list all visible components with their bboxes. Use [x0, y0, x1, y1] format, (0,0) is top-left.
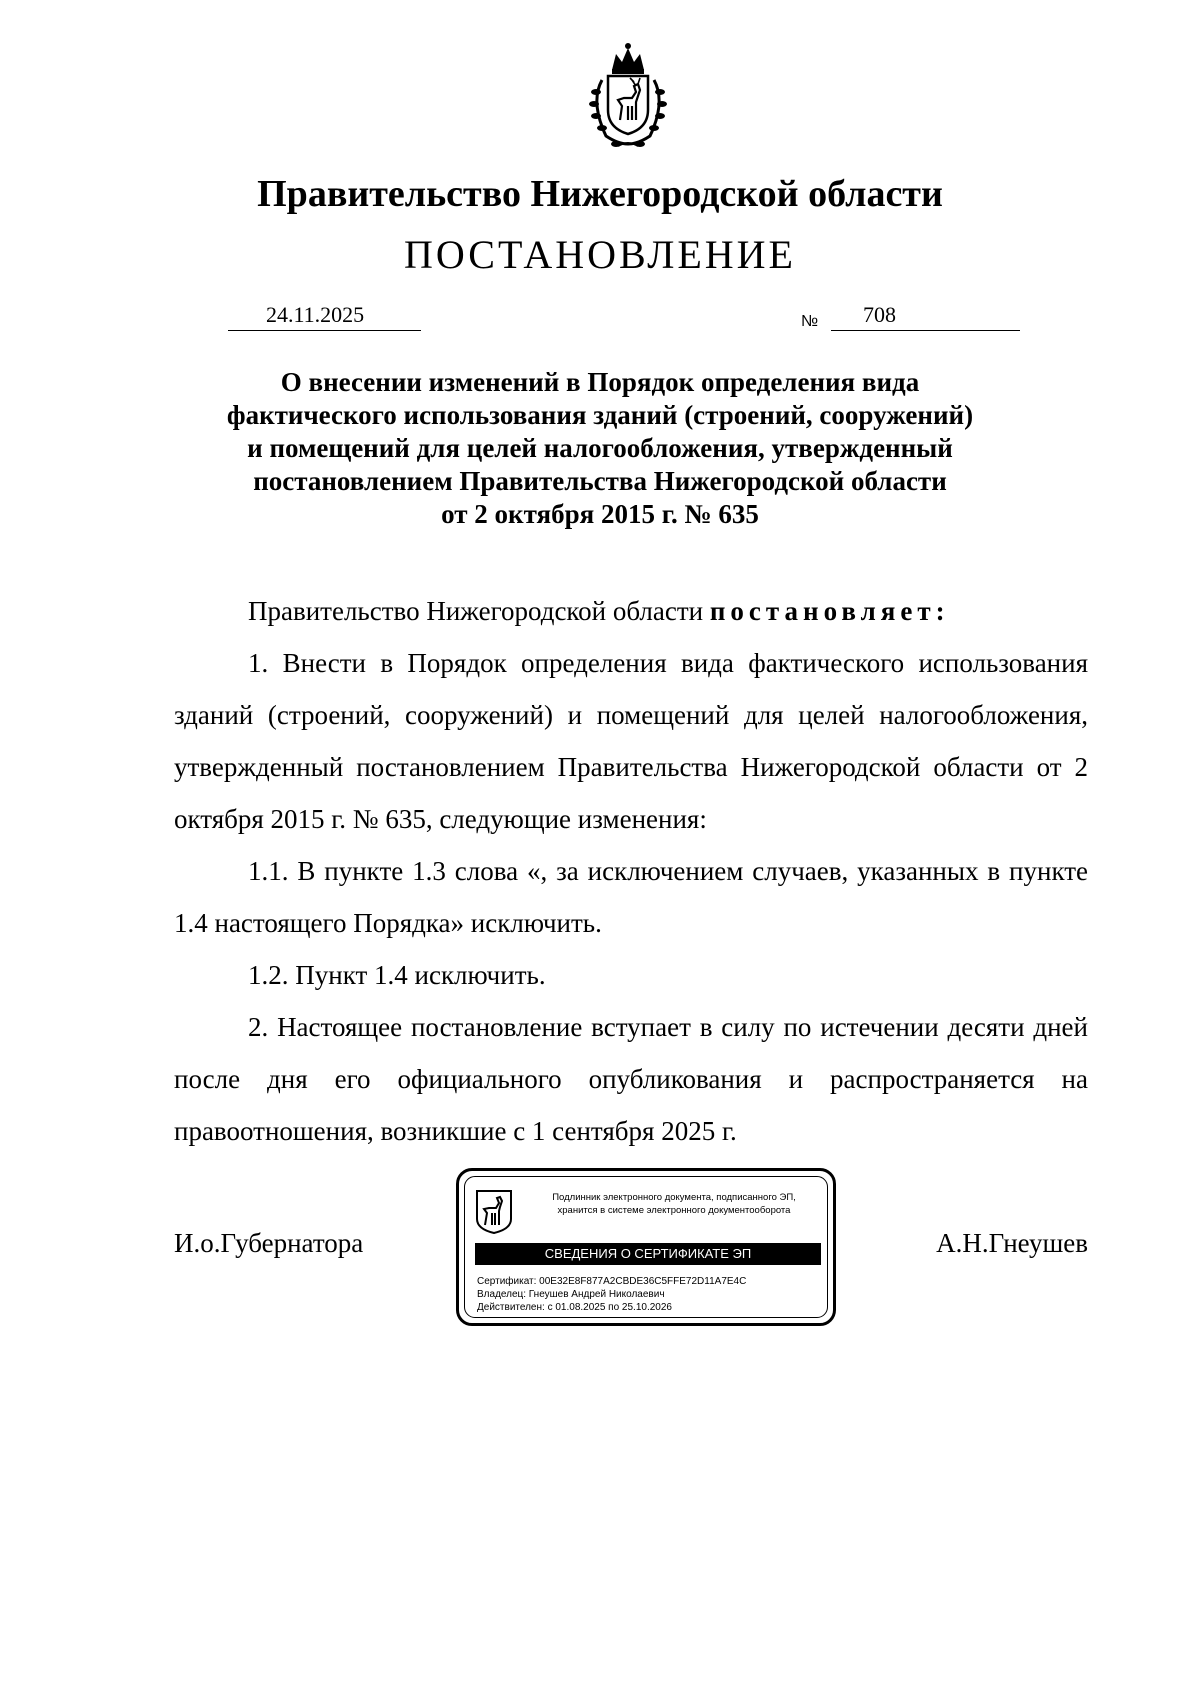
paragraph-1-2: 1.2. Пункт 1.4 исключить. [248, 960, 546, 990]
certificate-id: Сертификат: 00E32E8F877A2CBDE36C5FFE72D11A7E4C [477, 1276, 747, 1287]
number-sign: № [801, 313, 819, 330]
paragraph-2: 2. Настоящее постановление вступает в силу по истечении десяти дней после дня его официального опубликования и распространяется на правоотношения, возникшие с 1 сентября 2025 г. [174, 1012, 1088, 1146]
stamp-notice-line: хранится в системе электронного документооборота [557, 1205, 791, 1216]
intro-text: Правительство Нижегородской области [248, 596, 710, 626]
title-line: и помещений для целей налогообложения, утвержденный [247, 433, 953, 463]
document-date: 24.11.2025 [266, 302, 365, 327]
title-line: постановлением Правительства Нижегородской области [253, 466, 947, 496]
document-type: ПОСТАНОВЛЕНИЕ [404, 232, 796, 277]
government-name: Правительство Нижегородской области [257, 173, 943, 215]
signatory-position: И.о.Губернатора [174, 1228, 364, 1258]
document-title [180, 366, 1020, 531]
stamp-notice-line: Подлинник электронного документа, подписанного ЭП, [552, 1192, 796, 1203]
number-field [831, 300, 1020, 331]
coat-of-arms-icon [572, 40, 684, 152]
title-line: от 2 октября 2015 г. № 635 [441, 499, 759, 529]
certificate-details [477, 1275, 746, 1314]
paragraph-1-1: 1.1. В пункте 1.3 слова «, за исключением случаев, указанных в пункте 1.4 настоящего Порядка» исключить. [174, 856, 1088, 938]
decree-keyword: постановляет: [709, 596, 950, 626]
signatory-name: А.Н.Гнеушев [936, 1228, 1088, 1258]
title-line: фактического использования зданий (строений, сооружений) [226, 400, 974, 430]
document-number: 708 [863, 302, 896, 327]
document-body [174, 585, 1088, 1157]
date-field [228, 300, 421, 331]
certificate-banner: СВЕДЕНИЯ О СЕРТИФИКАТЕ ЭП [475, 1243, 821, 1265]
paragraph-1: 1. Внести в Порядок определения вида фактического использования зданий (строений, сооружений) и помещений для целей налогообложения, утвержденный постановлением Правительства Нижегородской области от 2 октября 2015 г. № 635, следующие изменения: [174, 648, 1088, 834]
electronic-signature-stamp [456, 1168, 836, 1326]
intro-paragraph [174, 585, 1088, 637]
deer-emblem-icon [475, 1189, 513, 1235]
stamp-notice [525, 1191, 823, 1217]
title-line: О внесении изменений в Порядок определения вида [280, 367, 920, 397]
certificate-owner: Владелец: Гнеушев Андрей Николаевич [477, 1289, 665, 1300]
certificate-validity: Действителен: с 01.08.2025 по 25.10.2026 [477, 1302, 672, 1313]
